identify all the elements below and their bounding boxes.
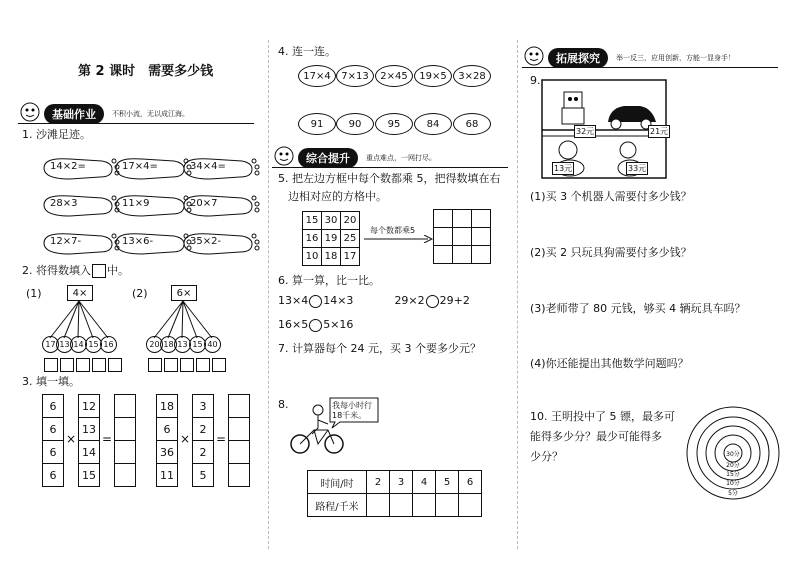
q3-column: 6 6 6 6 (42, 394, 64, 487)
q9-question: (4)你还能提出其他数学问题吗？ (530, 357, 689, 370)
q3-column: 12 13 14 15 (78, 394, 100, 487)
q2-leaf-circle: 20 (146, 336, 163, 353)
answer-box[interactable] (196, 358, 210, 372)
comprehensive-section-banner (272, 148, 508, 168)
price-tag: 13元 (554, 164, 573, 173)
q7-label: 7. 计算器每个 24 元，买 3 个要多少元？ (278, 342, 481, 355)
q2-leaf-circle: 13 (56, 336, 73, 353)
ring-label: 30分 (726, 451, 740, 458)
table-answer-cell[interactable] (436, 494, 459, 517)
q9-question: (2)买 2 只玩具狗需要付多少钱？ (530, 246, 692, 259)
q9-question: (1)买 3 个机器人需要付多少钱？ (530, 190, 692, 203)
ring-label: 20分 (726, 462, 740, 469)
footprint-text: 17×4= (122, 161, 158, 172)
mascot-icon (272, 144, 296, 168)
q2-leaf-circle: 14 (70, 336, 87, 353)
price-tag: 33元 (628, 164, 647, 173)
q4-label: 4. 连一连。 (278, 45, 336, 58)
footprint-text: 12×7- (50, 236, 82, 247)
q2-part2-label: (2) (132, 287, 148, 300)
footprint-text: 34×4= (190, 161, 226, 172)
q5-answer-grid[interactable] (433, 209, 491, 264)
lesson-title: 第 2 课时 需要多少钱 (78, 64, 214, 79)
section-badge-comprehensive: 综合提升 (298, 148, 358, 168)
times-sign: × (66, 432, 77, 446)
q5-arrow-label: 每个数都乘5 (370, 226, 416, 235)
answer-box[interactable] (76, 358, 90, 372)
q10-text: 10. 王明投中了 5 镖，最多可 (530, 410, 675, 423)
equals-sign: = (102, 432, 113, 446)
table-answer-cell[interactable] (390, 494, 413, 517)
q4-answer[interactable]: 68 (453, 113, 491, 135)
q4-expression[interactable]: 3×28 (453, 65, 491, 87)
q2-root-box: 4× (67, 285, 93, 301)
column-divider-2 (517, 40, 518, 549)
q2-part1-label: (1) (26, 287, 42, 300)
compare-circle[interactable] (426, 295, 439, 308)
section-badge-explore: 拓展探究 (548, 48, 608, 68)
q9-question: (3)老师带了 80 元钱，够买 4 辆玩具车吗？ (530, 302, 746, 315)
compare-circle[interactable] (309, 295, 322, 308)
q2-root-box: 6× (171, 285, 197, 301)
answer-box[interactable] (164, 358, 178, 372)
column-divider-1 (268, 40, 269, 549)
q9-label: 9. (530, 74, 541, 87)
answer-box[interactable] (92, 358, 106, 372)
footprint-text: 28×3 (50, 198, 78, 209)
section-motto-comprehensive: 重点难点，一网打尽。 (366, 154, 436, 162)
speech-text: 我每小时行18千米。 (332, 401, 372, 420)
q4-expression[interactable]: 2×45 (375, 65, 413, 87)
price-tag: 32元 (576, 127, 595, 136)
q5-text: 5. 把左边方框中每个数都乘 5，把得数填在右 (278, 172, 501, 185)
times-sign: × (180, 432, 191, 446)
answer-box[interactable] (180, 358, 194, 372)
section-badge-basic: 基础作业 (44, 104, 104, 124)
q2-label: 2. 将得数填入 中。 (22, 264, 129, 277)
q4-expression[interactable]: 7×13 (336, 65, 374, 87)
section-motto-explore: 举一反三，应用创新，方能一显身手！ (616, 54, 735, 62)
explore-section-banner (522, 48, 778, 68)
dartboard-illustration (684, 404, 782, 502)
q2-answer-boxes (43, 354, 123, 373)
equals-sign: = (216, 432, 227, 446)
answer-box[interactable] (108, 358, 122, 372)
q2-leaf-circle: 40 (204, 336, 221, 353)
q4-expression[interactable]: 17×4 (298, 65, 336, 87)
q5-source-grid: 15 30 20 16 19 25 10 18 17 (302, 211, 360, 266)
mascot-icon (522, 44, 546, 68)
q6-row1: 13×4 14×3 29×2 29+2 (278, 294, 470, 307)
q2-tree-lines (0, 0, 268, 360)
compare-circle[interactable] (309, 319, 322, 332)
ring-label: 5分 (728, 490, 738, 497)
answer-box[interactable] (44, 358, 58, 372)
footprint-text: 13×6- (122, 236, 154, 247)
q6-row2: 16×5 5×16 (278, 318, 354, 331)
q2-leaf-circle: 13 (174, 336, 191, 353)
q2-leaf-circle: 18 (160, 336, 177, 353)
ring-label: 15分 (726, 471, 740, 478)
q4-answer[interactable]: 95 (375, 113, 413, 135)
q3-answer-column[interactable] (114, 394, 136, 487)
table-answer-cell[interactable] (413, 494, 436, 517)
q4-expression[interactable]: 19×5 (414, 65, 452, 87)
q2-leaf-circle: 15 (85, 336, 102, 353)
q3-column: 18 6 36 11 (156, 394, 178, 487)
answer-box[interactable] (212, 358, 226, 372)
q5-text: 边相对应的方格中。 (288, 190, 387, 203)
answer-box[interactable] (148, 358, 162, 372)
arrow-icon (364, 235, 434, 243)
footprint-text: 20×7 (190, 198, 218, 209)
q1-label: 1. 沙滩足迹。 (22, 128, 91, 141)
footprint-text: 14×2= (50, 161, 86, 172)
q2-answer-boxes (147, 354, 227, 373)
q3-answer-column[interactable] (228, 394, 250, 487)
q2-leaf-circle: 16 (100, 336, 117, 353)
q4-answer[interactable]: 91 (298, 113, 336, 135)
q8-table: 时间/时 2 3 4 5 6 路程/千米 (307, 470, 482, 517)
q3-column: 3 2 2 5 (192, 394, 214, 487)
footprint-text: 35×2- (190, 236, 222, 247)
table-answer-cell[interactable] (459, 494, 482, 517)
section-motto-basic: 不积小流，无以成江海。 (112, 110, 189, 118)
q2-leaf-circle: 15 (189, 336, 206, 353)
price-tag: 21元 (650, 127, 669, 136)
q6-label: 6. 算一算，比一比。 (278, 274, 380, 287)
ring-label: 10分 (726, 480, 740, 487)
q2-leaf-circle: 17 (42, 336, 59, 353)
q4-answer[interactable]: 90 (336, 113, 374, 135)
footprint-text: 11×9 (122, 198, 150, 209)
q10-text: 能得多少分？最少可能得多 (530, 430, 662, 443)
table-answer-cell[interactable] (367, 494, 390, 517)
q10-text: 少分？ (530, 450, 563, 463)
q8-label: 8. (278, 398, 289, 411)
q3-label: 3. 填一填。 (22, 375, 80, 388)
answer-box[interactable] (60, 358, 74, 372)
q4-answer[interactable]: 84 (414, 113, 452, 135)
